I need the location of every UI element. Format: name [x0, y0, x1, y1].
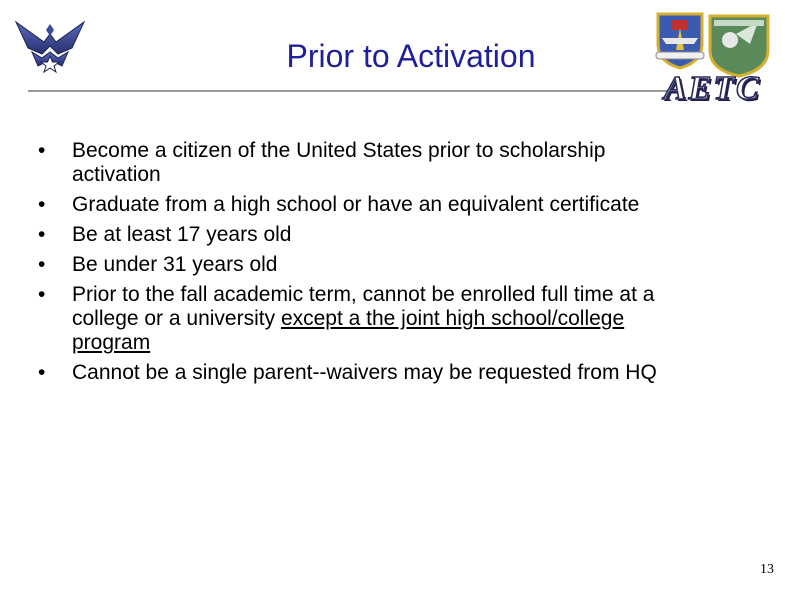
title-divider	[28, 90, 678, 92]
bullet-text: Be under 31 years old	[72, 253, 278, 276]
bullet-list	[38, 139, 678, 385]
bullet-glyph: •	[38, 139, 46, 162]
bullet-glyph: •	[38, 361, 46, 384]
aetc-logo-text: AETC	[664, 70, 761, 107]
slide-title: Prior to Activation	[286, 38, 536, 74]
bullet-item	[38, 139, 678, 187]
bullet-item	[38, 193, 678, 217]
page-number: 13	[760, 562, 774, 577]
bullet-glyph: •	[38, 253, 46, 276]
bullet-text: Graduate from a high school or have an equivalent certificate	[72, 193, 640, 216]
bullet-glyph: •	[38, 283, 46, 306]
bullet-text: Prior to the fall academic term, cannot be enrolled full time at a college or a university	[72, 283, 655, 330]
bullet-item	[38, 283, 678, 355]
bullet-text: Cannot be a single parent--waivers may be requested from HQ	[72, 361, 657, 384]
bullet-glyph: •	[38, 193, 46, 216]
bullet-text: Be at least 17 years old	[72, 223, 292, 246]
bullet-item	[38, 253, 678, 277]
bullet-item	[38, 361, 678, 385]
bullet-underlined-text: except a the joint high school/college program	[72, 307, 625, 354]
bullet-item	[38, 223, 678, 247]
bullet-text: Become a citizen of the United States prior to scholarship activation	[72, 139, 606, 186]
bullet-glyph: •	[38, 223, 46, 246]
